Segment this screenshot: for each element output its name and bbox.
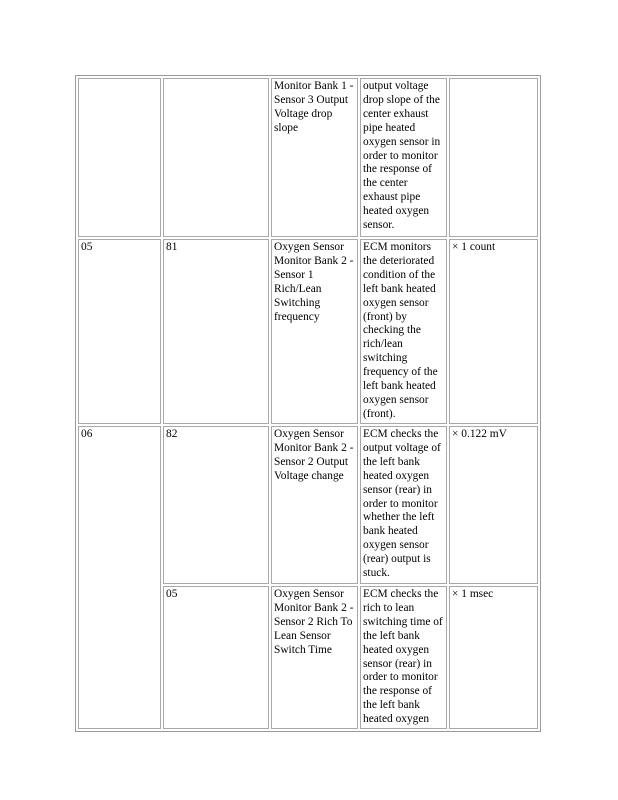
monitor-name-cell: Oxygen Sensor Monitor Bank 2 - Sensor 1 Rich/Lean Switching frequency — [271, 239, 358, 424]
unit-id-cell: 05 — [163, 586, 269, 729]
unit-cell: × 1 msec — [449, 586, 538, 729]
monitor-name-cell: Oxygen Sensor Monitor Bank 2 - Sensor 2 Rich To Lean Sensor Switch Time — [271, 586, 358, 729]
test-id-cell: 05 — [78, 239, 161, 424]
unit-cell: × 0.122 mV — [449, 426, 538, 584]
test-id-cell: 06 — [78, 426, 161, 729]
monitor-name-cell: Monitor Bank 1 - Sensor 3 Output Voltage drop slope — [271, 78, 358, 237]
description-cell: ECM checks the output voltage of the left bank heated oxygen sensor (rear) in order to monitor whether the left bank heated oxygen sensor (rear) output is stuck. — [360, 426, 447, 584]
table-row — [78, 426, 538, 584]
description-cell: output voltage drop slope of the center exhaust pipe heated oxygen sensor in order to monitor the response of the center exhaust pipe heated oxygen sensor. — [360, 78, 447, 237]
monitor-name-cell: Oxygen Sensor Monitor Bank 2 - Sensor 2 Output Voltage change — [271, 426, 358, 584]
table-row — [78, 239, 538, 424]
test-id-cell — [78, 78, 161, 237]
monitor-data-table — [75, 75, 541, 732]
unit-id-cell: 81 — [163, 239, 269, 424]
unit-id-cell — [163, 78, 269, 237]
table-row — [78, 78, 538, 237]
description-cell: ECM monitors the deteriorated condition of the left bank heated oxygen sensor (front) by checking the rich/lean switching frequency of the left bank heated oxygen sensor (front). — [360, 239, 447, 424]
unit-id-cell: 82 — [163, 426, 269, 584]
description-cell: ECM checks the rich to lean switching time of the left bank heated oxygen sensor (rear) in order to monitor the response of the left bank heated oxygen — [360, 586, 447, 729]
unit-cell — [449, 78, 538, 237]
unit-cell: × 1 count — [449, 239, 538, 424]
